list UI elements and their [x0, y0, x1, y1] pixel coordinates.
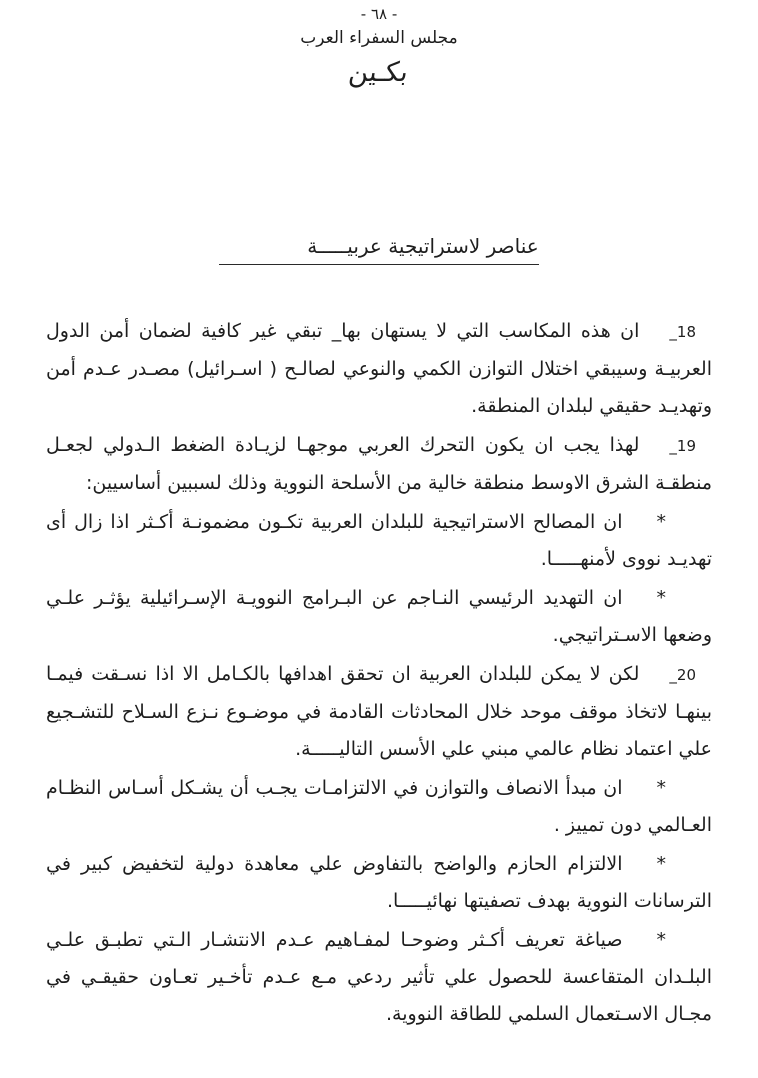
location-name: بكـين: [347, 57, 411, 88]
bullet-asterisk-marker: *: [656, 587, 666, 609]
bullet-paragraph: [46, 922, 712, 1033]
numbered-paragraph: [46, 427, 712, 502]
numbered-paragraph: [46, 313, 712, 425]
section-title-wrap: [0, 234, 758, 265]
bullet-asterisk-marker: *: [656, 777, 666, 799]
section-title: عناصر لاستراتيجية عربيـــــة: [307, 234, 539, 258]
bullet-paragraph: [46, 770, 712, 844]
paragraph-text: ان مبدأ الانصاف والتوازن في الالتزامـات يجـب أن يشـكل أسـاس النظـام العـالمي دون تمييز .: [46, 777, 712, 836]
title-underline-tail: [219, 257, 307, 258]
paragraph-text: ان هذه المكاسب التي لا يستهان بها_ تبقي غير كافية لضمان أمن الدول العربيـة وسيبقي اختلال التوازن الكمي والنوعي لصالـح ( اسـرائيل) مصـدر عـدم أمن وتهديـد حقيقي لبلدان المنطقة.: [46, 320, 712, 417]
section-title-underline: [219, 234, 538, 265]
organization-name: مجلس السفراء العرب: [300, 28, 458, 48]
paragraph-number-marker: 20_: [669, 666, 696, 684]
page-number: - ٦٨ -: [360, 5, 398, 23]
bullet-paragraph: [46, 580, 712, 654]
bullet-asterisk-marker: *: [656, 853, 666, 875]
bullet-paragraph: [46, 846, 712, 920]
location-line: [0, 57, 758, 88]
bullet-paragraph: [46, 504, 712, 578]
bullet-asterisk-marker: *: [656, 511, 666, 533]
bullet-asterisk-marker: *: [656, 929, 666, 951]
document-body: [46, 313, 712, 1033]
paragraph-text: الالتزام الحازم والواضح بالتفاوض علي معاهدة دولية لتخفيض كبير في الترسانات النووية بهدف تصفيتها نهائيـــــا.: [46, 853, 712, 912]
paragraph-text: ان المصالح الاستراتيجية للبلدان العربية تكـون مضمونـة أكـثر اذا زال أى تهديـد نووى لأمنهـــــا.: [46, 511, 712, 570]
paragraph-text: لكن لا يمكن للبلدان العربية ان تحقق اهدافها بالكـامل الا اذا نسـقت فيمـا بينهـا لاتخاذ موقف موحد خلال المحادثات القادمة في موضـوع نـزع السـلاح للتشـجيع علي اعتماد نظام عالمي مبني علي الأسس التاليـــــة.: [46, 663, 712, 760]
numbered-paragraph: [46, 656, 712, 768]
paragraph-number-marker: 19_: [669, 437, 696, 455]
paragraph-text: لهذا يجب ان يكون التحرك العربي موجهـا لزيـادة الضغط الـدولي لجعـل منطقـة الشرق الاوسط منطقة خالية من الأسلحة النووية وذلك لسببين أساسيين:: [46, 434, 712, 494]
paragraph-number-marker: 18_: [669, 323, 696, 341]
paragraph-text: ان التهديد الرئيسي النـاجم عن البـرامج النوويـة الإسـرائيلية يؤثـر علـي وضعها الاسـتراتيجي.: [46, 587, 712, 646]
paragraph-text: صياغة تعريف أكـثر وضوحـا لمفـاهيم عـدم الانتشـار الـتي تطبـق علـي البلـدان المتقاعسة للحصول علي تأثير ردعي مـع عـدم تأخـير تعـاون حقيقـي في مجـال الاسـتعمال السلمي للطاقة النووية.: [46, 929, 712, 1025]
